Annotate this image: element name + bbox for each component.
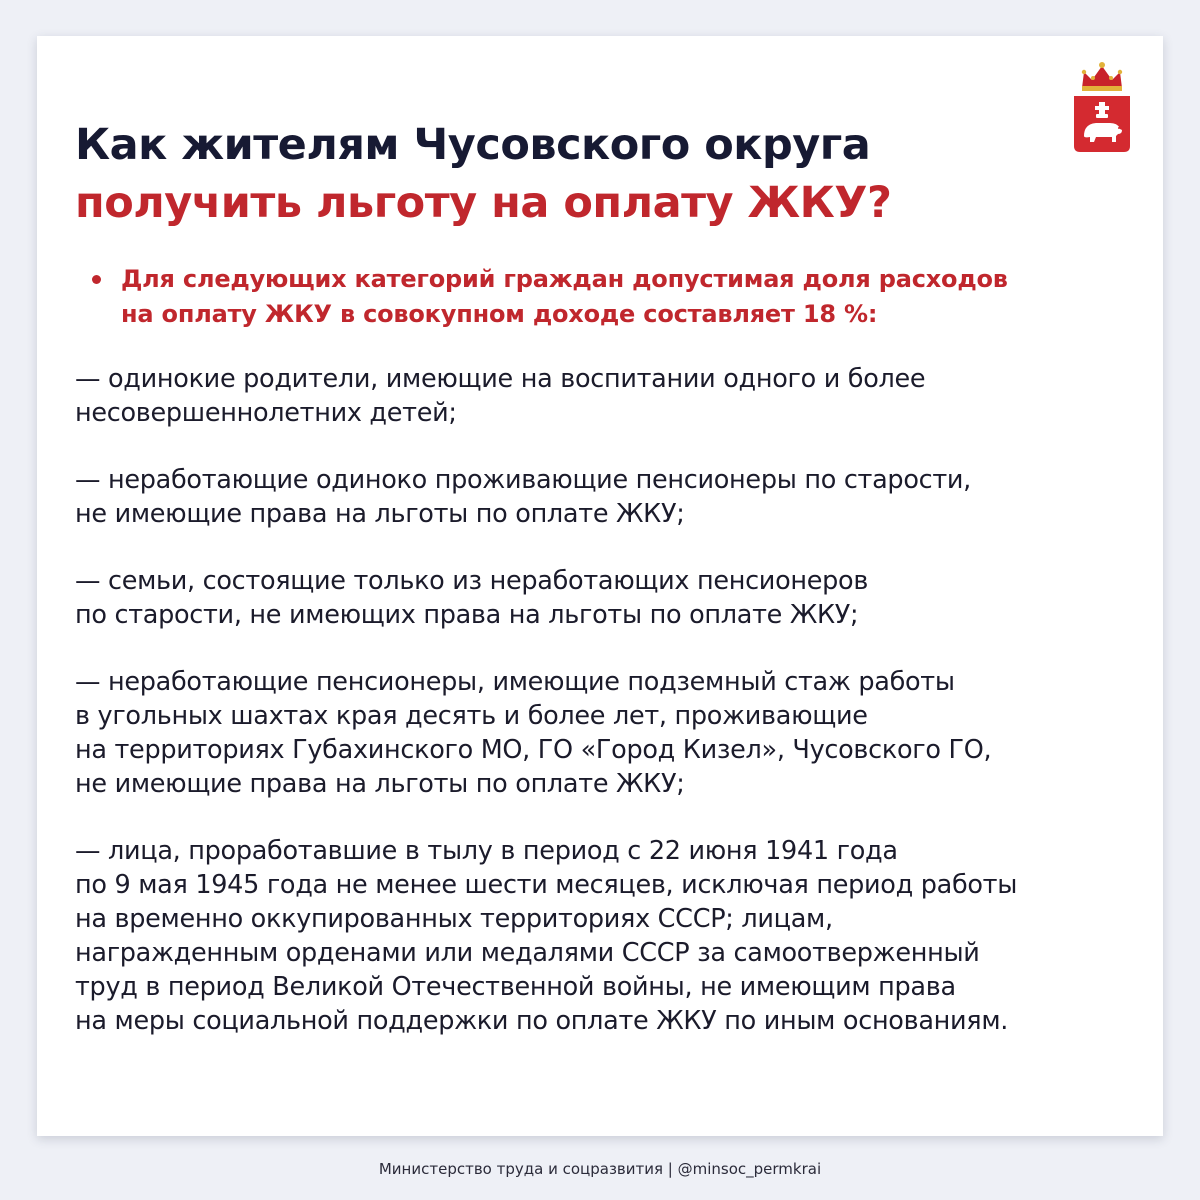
- item-line: на временно оккупированных территориях СССР; лицам,: [75, 904, 833, 934]
- item-line: по старости, не имеющих права на льготы по оплате ЖКУ;: [75, 600, 859, 630]
- item-line: в угольных шахтах края десять и более лет, проживающие: [75, 701, 868, 731]
- item-line: не имеющие права на льготы по оплате ЖКУ;: [75, 769, 685, 799]
- category-item: [75, 665, 1145, 801]
- item-line: — лица, проработавшие в тылу в период с 22 июня 1941 года: [75, 836, 898, 866]
- item-line: — семьи, состоящие только из неработающих пенсионеров: [75, 566, 869, 596]
- intro-line: Для следующих категорий граждан допустимая доля расходов: [121, 265, 1008, 293]
- item-line: награжденным орденами или медалями СССР за самоотверженный: [75, 938, 980, 968]
- intro-text: [121, 262, 1145, 332]
- item-line: труд в период Великой Отечественной войны, не имеющим права: [75, 972, 956, 1002]
- bullet-dot-icon: [92, 275, 101, 284]
- item-line: — неработающие пенсионеры, имеющие подземный стаж работы: [75, 667, 955, 697]
- intro-bullet: [85, 262, 1145, 332]
- page-title: [75, 116, 891, 232]
- item-line: несовершеннолетних детей;: [75, 398, 457, 428]
- item-line: — одинокие родители, имеющие на воспитании одного и более: [75, 364, 926, 394]
- item-line: на меры социальной поддержки по оплате ЖКУ по иным основаниям.: [75, 1006, 1009, 1036]
- title-line-2: получить льготу на оплату ЖКУ?: [75, 178, 892, 228]
- coat-of-arms-icon: [1072, 58, 1132, 154]
- category-item: [75, 463, 1145, 531]
- item-line: — неработающие одиноко проживающие пенсионеры по старости,: [75, 465, 971, 495]
- item-line: по 9 мая 1945 года не менее шести месяцев, исключая период работы: [75, 870, 1018, 900]
- category-list: [75, 362, 1145, 1071]
- content-card: [37, 36, 1163, 1136]
- category-item: [75, 362, 1145, 430]
- category-item: [75, 834, 1145, 1038]
- item-line: на территориях Губахинского МО, ГО «Город Кизел», Чусовского ГО,: [75, 735, 992, 765]
- category-item: [75, 564, 1145, 632]
- title-line-1: Как жителям Чусовского округа: [75, 120, 871, 170]
- intro-line: на оплату ЖКУ в совокупном доходе составляет 18 %:: [121, 300, 878, 328]
- item-line: не имеющие права на льготы по оплате ЖКУ;: [75, 499, 685, 529]
- footer-credit: Министерство труда и соцразвития | @minsoc_permkrai: [378, 1160, 822, 1178]
